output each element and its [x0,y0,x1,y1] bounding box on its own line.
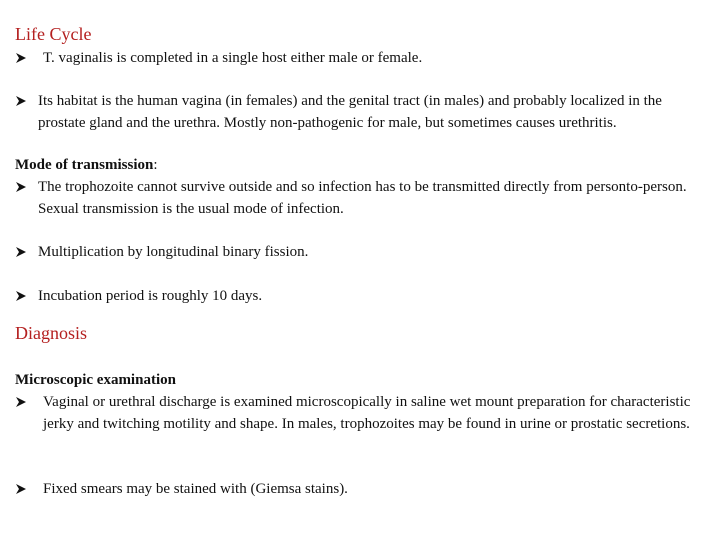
bullet-text: Incubation period is roughly 10 days. [38,288,263,304]
arrow-bullet-icon [15,241,29,263]
life-cycle-heading: Life Cycle [15,24,92,44]
bullet-text: Vaginal or urethral discharge is examined microscopically in saline wet mount preparation for characteristic jerky and twitching motility and shape. In males, trophozoites may be found in urine or prostatic secretions. [43,394,691,432]
arrow-bullet-icon [15,176,29,198]
transmission-heading [15,154,158,176]
bullet-item [15,391,705,435]
transmission-label: Mode of transmission [15,157,154,173]
bullet-item [15,285,705,307]
arrow-bullet-icon [15,90,29,112]
bullet-text: T. vaginalis is completed in a single host either male or female. [43,50,423,66]
arrow-bullet-icon [15,47,29,69]
transmission-colon: : [153,157,158,173]
microscopic-examination-heading: Microscopic examination [15,372,176,388]
bullet-item [15,478,705,500]
arrow-bullet-icon [15,285,29,307]
bullet-text: Its habitat is the human vagina (in females) and the genital tract (in males) and probably localized in the prostate gland and the urethra. Mostly non-pathogenic for male, but sometimes causes urethritis. [38,93,662,131]
bullet-text: Multiplication by longitudinal binary fission. [38,244,309,260]
bullet-item [15,241,705,263]
bullet-item [15,176,705,220]
bullet-item [15,90,705,134]
bullet-item [15,47,705,69]
bullet-text: The trophozoite cannot survive outside and so infection has to be transmitted directly from personto-person. Sexual transmission is the usual mode of infection. [38,179,687,217]
arrow-bullet-icon [15,478,29,500]
arrow-bullet-icon [15,391,29,413]
bullet-text: Fixed smears may be stained with (Giemsa stains). [43,481,348,497]
diagnosis-heading: Diagnosis [15,323,87,343]
